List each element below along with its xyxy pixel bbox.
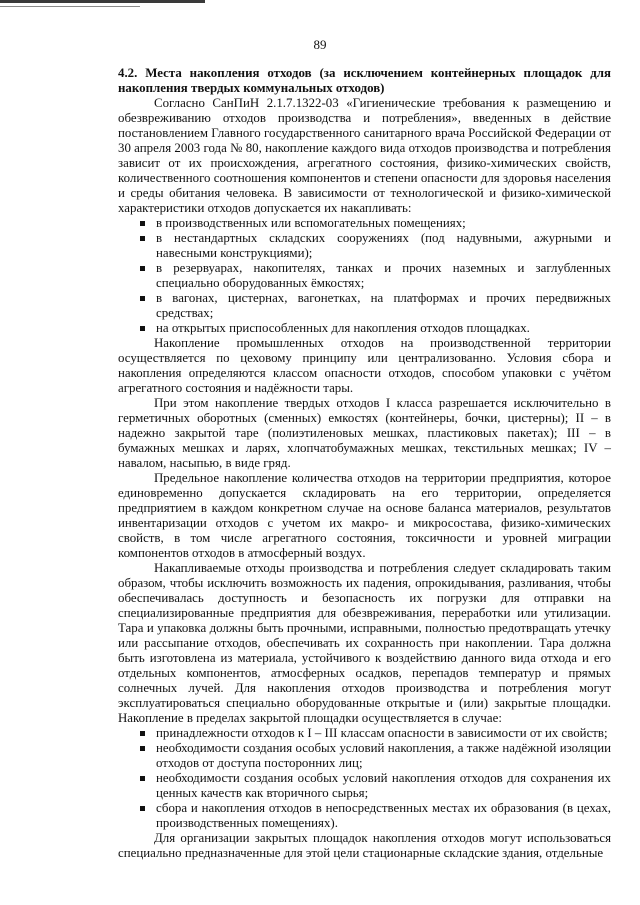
bullet-icon	[140, 296, 145, 301]
paragraph-closed-sites: Для организации закрытых площадок накопления отходов могут использоваться специально предназначенные для этой цели стационарные складские здания, отдельные	[118, 831, 611, 860]
paragraph-accumulation-principle: Накопление промышленных отходов на производственной территории осуществляется по цеховому принципу или централизованно. Условия сбора и накопления определяются классом опасности отходов, способом упаковки с учётом агрегатного состояния и надёжности тары.	[118, 336, 611, 395]
list-item	[118, 231, 611, 261]
list-item-text: в вагонах, цистернах, вагонетках, на платформах и прочих передвижных средствах;	[156, 291, 611, 320]
list-item	[118, 216, 611, 231]
bullet-icon	[140, 776, 145, 781]
list-item-text: в резервуарах, накопителях, танках и прочих наземных и заглубленных специально оборудованных ёмкостях;	[156, 261, 611, 290]
bullet-icon	[140, 221, 145, 226]
list-item	[118, 771, 611, 801]
list-item-text: на открытых приспособленных для накопления отходов площадках.	[156, 321, 530, 335]
bullet-icon	[140, 731, 145, 736]
bullet-icon	[140, 266, 145, 271]
list-item	[118, 741, 611, 771]
storage-places-list	[118, 216, 611, 336]
list-item	[118, 291, 611, 321]
section-heading: 4.2. Места накопления отходов (за исключением контейнерных площадок для накопления твердых коммунальных отходов)	[118, 66, 611, 95]
list-item-text: в производственных или вспомогательных помещениях;	[156, 216, 466, 230]
bullet-icon	[140, 806, 145, 811]
list-item	[118, 801, 611, 831]
document-body	[118, 66, 611, 861]
paragraph-hazard-classes: При этом накопление твердых отходов I класса разрешается исключительно в герметичных оборотных (сменных) емкостях (контейнеры, бочки, цистерны); II – в надежно закрытой таре (полиэтиленовых мешках, пластиковых пакетах); III – в бумажных мешках и ларях, хлопчатобумажных мешках, текстильных мешках; IV – навалом, насыпью, в виде гряд.	[118, 396, 611, 470]
page-number: 89	[313, 37, 327, 52]
list-item	[118, 261, 611, 291]
list-item-text: необходимости создания особых условий накопления, а также надёжной изоляции отходов от доступа посторонних лиц;	[156, 741, 611, 770]
list-item	[118, 321, 611, 336]
list-item-text: необходимости создания особых условий накопления отходов для сохранения их ценных качеств как вторичного сырья;	[156, 771, 611, 800]
closed-site-cases-list	[118, 726, 611, 831]
paragraph-storage-requirements: Накапливаемые отходы производства и потребления следует складировать таким образом, чтобы исключить возможность их падения, опрокидывания, разливания, чтобы обеспечивалась доступность и безопасность их погрузки для отправки на специализированные предприятия для обезвреживания, переработки или утилизации. Тара и упаковка должны быть прочными, исправными, полностью предотвращать утечку или рассыпание отходов, обеспечивать их сохранность при накоплении. Тара должна быть изготовлена из материала, устойчивого к воздействию данного вида отхода и его отдельных компонентов, атмосферных осадков, перепадов температур и прямых солнечных лучей. Для накопления отходов производства и потребления могут эксплуатироваться специально оборудованные открытые и (или) закрытые площадки. Накопление в пределах закрытой площадки осуществляется в случае:	[118, 561, 611, 725]
bullet-icon	[140, 326, 145, 331]
scan-edge-mark	[0, 0, 205, 3]
list-item-text: принадлежности отходов к I – III классам опасности в зависимости от их свойств;	[156, 726, 608, 740]
bullet-icon	[140, 746, 145, 751]
list-item	[118, 726, 611, 741]
list-item-text: сбора и накопления отходов в непосредственных местах их образования (в цехах, производственных помещениях).	[156, 801, 611, 830]
paragraph-limit-accumulation: Предельное накопление количества отходов на территории предприятия, которое единовременно допускается складировать на его территории, определяется предприятием в каждом конкретном случае на основе баланса материалов, результатов инвентаризации отходов с учетом их макро- и микросостава, физико-химических свойств, в том числе агрегатного состояния, токсичности и уровней миграции компонентов отходов в атмосферный воздух.	[118, 471, 611, 560]
paragraph-sanpin-intro: Согласно СанПиН 2.1.7.1322-03 «Гигиенические требования к размещению и обезвреживанию отходов производства и потребления», введенных в действие постановлением Главного государственного санитарного врача Российской Федерации от 30 апреля 2003 года № 80, накопление каждого вида отходов производства и потребления зависит от их происхождения, агрегатного состояния, физико-химических свойств, количественного соотношения компонентов и степени опасности для здоровья населения и среды обитания человека. В зависимости от технологической и физико-химической характеристики отходов допускается их накапливать:	[118, 96, 611, 215]
list-item-text: в нестандартных складских сооружениях (под надувными, ажурными и навесными конструкциями);	[156, 231, 611, 260]
scan-edge-line	[0, 6, 140, 7]
bullet-icon	[140, 236, 145, 241]
